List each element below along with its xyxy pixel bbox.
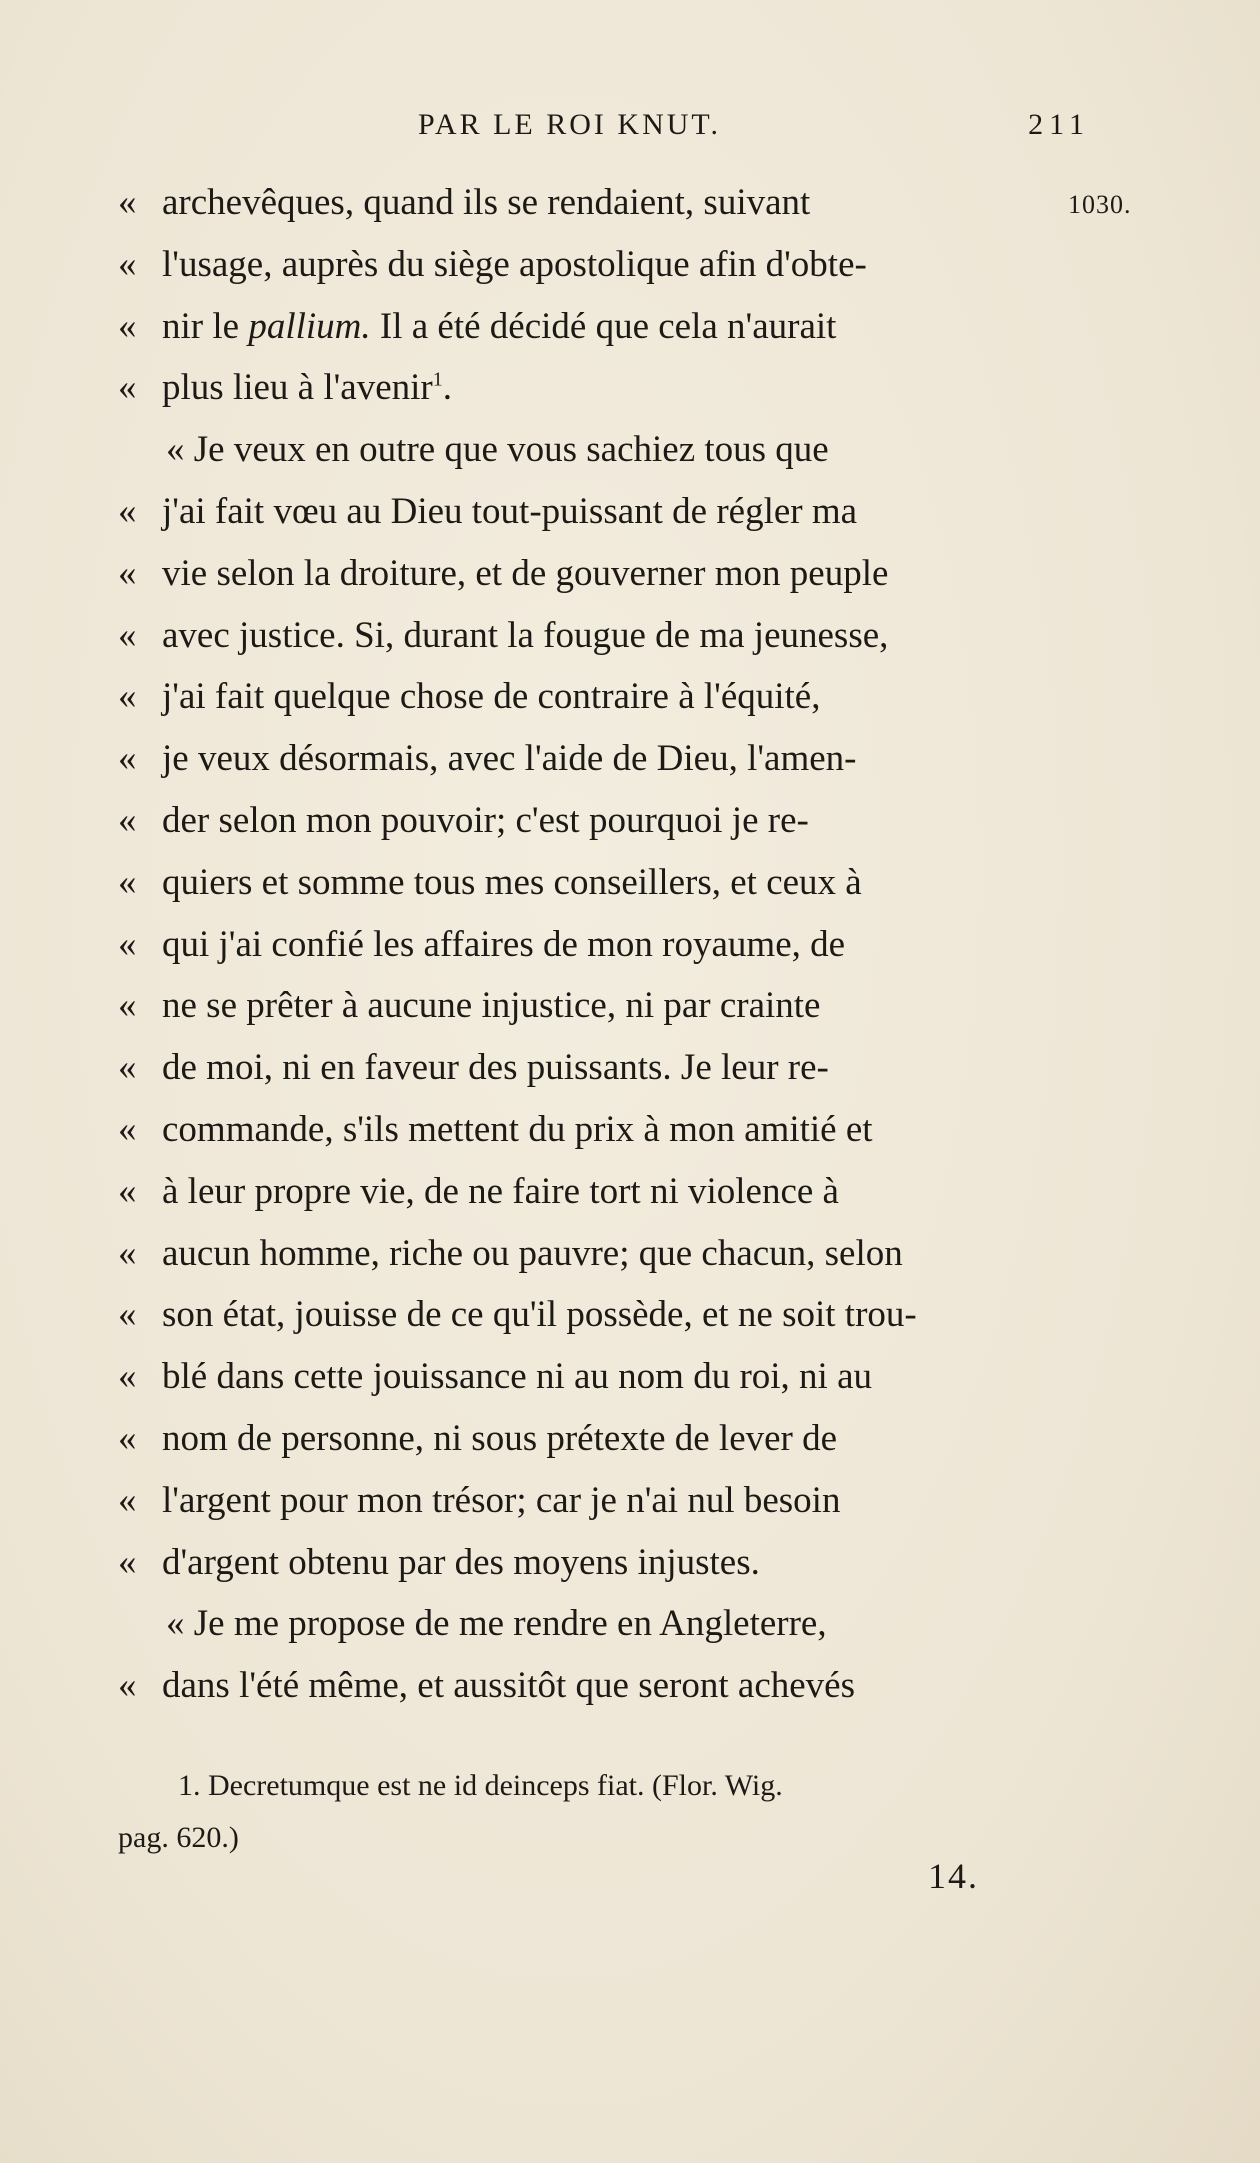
margin-year-note: 1030. bbox=[1068, 190, 1132, 219]
text-line: « de moi, ni en faveur des puissants. Je leur re- bbox=[118, 1037, 1088, 1099]
page-number: 211 bbox=[1028, 108, 1090, 141]
quote-mark: « bbox=[118, 243, 137, 285]
text-line: « l'usage, auprès du siège apostolique afin d'obte- bbox=[118, 234, 1088, 296]
italic-term: pallium. bbox=[248, 305, 371, 347]
text-line: « Je veux en outre que vous sachiez tous que bbox=[166, 429, 829, 471]
text-line: « à leur propre vie, de ne faire tort ni violence à bbox=[118, 1161, 1088, 1223]
quote-mark: « bbox=[118, 799, 137, 841]
text-line: « quiers et somme tous mes conseillers, et ceux à bbox=[118, 852, 1088, 914]
text-line: « nir le pallium. Il a été décidé que cela n'aurait bbox=[118, 296, 1088, 358]
text-line: « j'ai fait quelque chose de contraire à l'équité, bbox=[118, 666, 1088, 728]
text-line: « son état, jouisse de ce qu'il possède, et ne soit trou- bbox=[118, 1284, 1088, 1346]
text-line: « ne se prêter à aucune injustice, ni par crainte bbox=[118, 975, 1088, 1037]
quote-mark: « bbox=[118, 1417, 137, 1459]
quote-mark: « bbox=[118, 367, 137, 409]
quote-mark: « bbox=[118, 1356, 137, 1398]
text-line: « qui j'ai confié les affaires de mon royaume, de bbox=[118, 914, 1088, 976]
page-header bbox=[110, 108, 1090, 152]
quote-mark: « bbox=[118, 676, 137, 718]
text-line: « blé dans cette jouissance ni au nom du roi, ni au bbox=[118, 1346, 1088, 1408]
text-line: « nom de personne, ni sous prétexte de lever de bbox=[118, 1408, 1088, 1470]
quote-mark: « bbox=[118, 861, 137, 903]
text-line: « j'ai fait vœu au Dieu tout-puissant de régler ma bbox=[118, 481, 1088, 543]
quote-mark: « bbox=[118, 923, 137, 965]
quote-mark: « bbox=[118, 1665, 137, 1707]
quote-mark: « bbox=[118, 985, 137, 1027]
running-head: PAR LE ROI KNUT. bbox=[418, 108, 722, 141]
footnote-marker: 1 bbox=[432, 369, 443, 392]
footnote-line: pag. 620.) bbox=[118, 1821, 239, 1854]
quote-mark: « bbox=[118, 1479, 137, 1521]
quote-mark: « bbox=[118, 1232, 137, 1274]
body-text bbox=[118, 172, 1088, 1717]
signature-mark: 14. bbox=[928, 1856, 979, 1896]
quote-mark: « bbox=[118, 738, 137, 780]
quote-mark: « bbox=[118, 1170, 137, 1212]
text-line: « d'argent obtenu par des moyens injustes. bbox=[118, 1532, 1088, 1594]
quote-mark: « bbox=[118, 490, 137, 532]
text-line: « l'argent pour mon trésor; car je n'ai nul besoin bbox=[118, 1470, 1088, 1532]
text-line: « dans l'été même, et aussitôt que seront achevés bbox=[118, 1655, 1088, 1717]
text-line: « commande, s'ils mettent du prix à mon amitié et bbox=[118, 1099, 1088, 1161]
quote-mark: « bbox=[118, 1541, 137, 1583]
text-line: « Je me propose de me rendre en Angleterre, bbox=[166, 1603, 827, 1645]
quote-mark: « bbox=[118, 552, 137, 594]
text-line: « der selon mon pouvoir; c'est pourquoi je re- bbox=[118, 790, 1088, 852]
footnote-line: 1. Decretumque est ne id deinceps fiat. (Flor. Wig. bbox=[178, 1769, 783, 1802]
text-line: « plus lieu à l'avenir$^1$. bbox=[118, 357, 1088, 419]
text-line: « avec justice. Si, durant la fougue de ma jeunesse, bbox=[118, 605, 1088, 667]
quote-mark: « bbox=[118, 1047, 137, 1089]
footnote bbox=[118, 1760, 1088, 1864]
quote-mark: « bbox=[118, 305, 137, 347]
text-line: « aucun homme, riche ou pauvre; que chacun, selon bbox=[118, 1223, 1088, 1285]
text-line: « archevêques, quand ils se rendaient, suivant bbox=[118, 172, 1088, 234]
text-line: « je veux désormais, avec l'aide de Dieu, l'amen- bbox=[118, 728, 1088, 790]
quote-mark: « bbox=[118, 614, 137, 656]
text-line: « vie selon la droiture, et de gouverner mon peuple bbox=[118, 543, 1088, 605]
quote-mark: « bbox=[118, 182, 137, 223]
quote-mark: « bbox=[118, 1108, 137, 1150]
quote-mark: « bbox=[118, 1294, 137, 1336]
